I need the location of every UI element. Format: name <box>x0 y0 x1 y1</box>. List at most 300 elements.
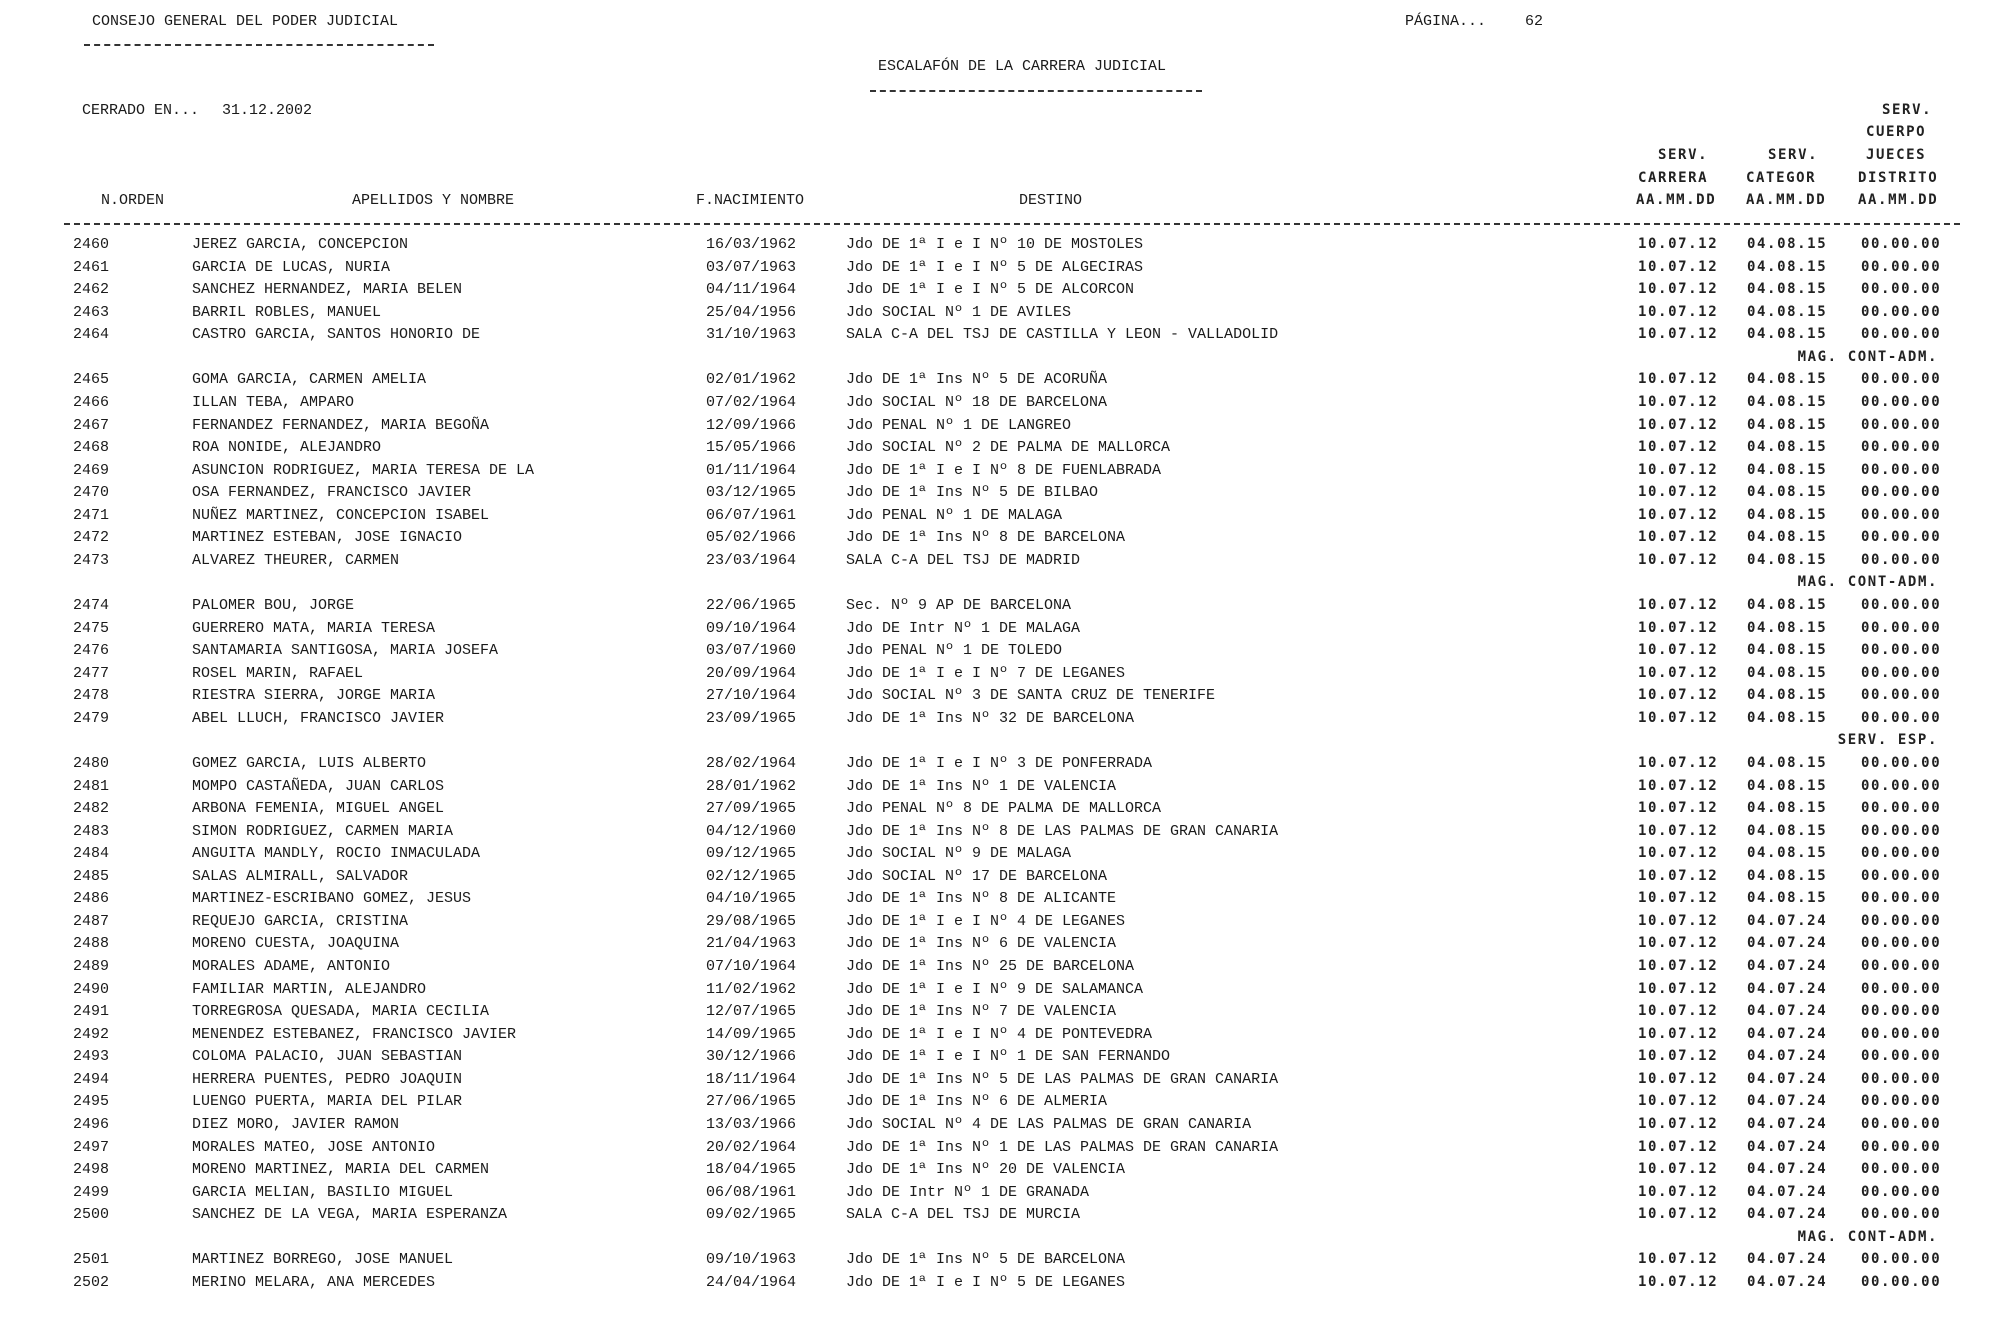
orden-number: 2486 <box>73 890 110 908</box>
orden-number: 2480 <box>73 754 110 772</box>
destination: Jdo PENAL Nº 1 DE MALAGA <box>846 506 1063 524</box>
orden-number: 2500 <box>73 1206 110 1224</box>
serv-categor: 04.08.15 <box>1747 416 1828 433</box>
table-row <box>0 913 2000 936</box>
birth-date: 30/12/1966 <box>706 1048 797 1066</box>
full-name: REQUEJO GARCIA, CRISTINA <box>192 912 409 930</box>
orden-number: 2496 <box>73 1115 110 1133</box>
category-note-row <box>0 1229 2000 1252</box>
table-row <box>0 1161 2000 1184</box>
col-header-nombre: APELLIDOS Y NOMBRE <box>352 192 515 209</box>
destination: Jdo DE 1ª I e I Nº 1 DE SAN FERNANDO <box>846 1048 1171 1066</box>
serv-distrito: 00.00.00 <box>1861 1025 1942 1042</box>
destination: Jdo DE 1ª Ins Nº 8 DE LAS PALMAS DE GRAN CANARIA <box>846 822 1279 840</box>
table-row <box>0 484 2000 507</box>
destination: Jdo DE 1ª I e I Nº 5 DE ALGECIRAS <box>846 258 1144 276</box>
destination: Jdo PENAL Nº 8 DE PALMA DE MALLORCA <box>846 800 1162 818</box>
destination: Jdo DE 1ª Ins Nº 8 DE BARCELONA <box>846 529 1126 547</box>
table-row <box>0 304 2000 327</box>
full-name: MORENO MARTINEZ, MARIA DEL CARMEN <box>192 1161 490 1179</box>
serv-distrito: 00.00.00 <box>1861 619 1942 636</box>
destination: Jdo DE 1ª Ins Nº 1 DE LAS PALMAS DE GRAN CANARIA <box>846 1138 1279 1156</box>
category-note: MAG. CONT-ADM. <box>1797 574 1938 591</box>
birth-date: 13/03/1966 <box>706 1115 797 1133</box>
serv-carrera: 10.07.12 <box>1638 326 1719 343</box>
birth-date: 14/09/1965 <box>706 1025 797 1043</box>
orden-number: 2473 <box>73 551 110 569</box>
destination: Jdo DE 1ª Ins Nº 6 DE ALMERIA <box>846 1093 1108 1111</box>
escalafon-table <box>0 236 2000 1296</box>
serv-categor: 04.08.15 <box>1747 597 1828 613</box>
serv-carrera: 10.07.12 <box>1638 912 1719 929</box>
serv-distrito: 00.00.00 <box>1861 1138 1942 1155</box>
orden-number: 2464 <box>73 326 110 344</box>
birth-date: 12/07/1965 <box>706 1003 797 1021</box>
closed-date: 31.12.2002 <box>222 102 313 119</box>
serv-distrito: 00.00.00 <box>1861 439 1942 456</box>
serv-categor: 04.08.15 <box>1747 890 1828 907</box>
serv-carrera: 10.07.12 <box>1638 484 1719 501</box>
category-note: SERV. ESP. <box>1837 732 1938 749</box>
serv-distrito: 00.00.00 <box>1861 958 1942 974</box>
table-row <box>0 529 2000 552</box>
serv-categor: 04.08.15 <box>1747 236 1828 252</box>
page-number: 62 <box>1525 13 1544 30</box>
full-name: FERNANDEZ FERNANDEZ, MARIA BEGOÑA <box>192 416 490 434</box>
serv-carrera: 10.07.12 <box>1638 890 1719 907</box>
category-note-row <box>0 349 2000 372</box>
serv-carrera: 10.07.12 <box>1638 1003 1719 1020</box>
destination: Jdo SOCIAL Nº 2 DE PALMA DE MALLORCA <box>846 439 1171 457</box>
serv-distrito: 00.00.00 <box>1861 461 1942 478</box>
birth-date: 29/08/1965 <box>706 912 797 930</box>
serv-categor: 04.08.15 <box>1747 371 1828 388</box>
orden-number: 2462 <box>73 281 110 299</box>
full-name: ARBONA FEMENIA, MIGUEL ANGEL <box>192 800 445 818</box>
serv-distrito: 00.00.00 <box>1861 845 1942 862</box>
table-row <box>0 1003 2000 1026</box>
table-row <box>0 1251 2000 1274</box>
destination: Jdo DE 1ª Ins Nº 5 DE BARCELONA <box>846 1251 1126 1269</box>
serv-distrito: 00.00.00 <box>1861 1251 1942 1268</box>
destination: Jdo DE Intr Nº 1 DE GRANADA <box>846 1183 1090 1201</box>
table-row <box>0 462 2000 485</box>
destination: Jdo PENAL Nº 1 DE TOLEDO <box>846 642 1063 660</box>
serv-categor: 04.07.24 <box>1747 1206 1828 1223</box>
birth-date: 07/10/1964 <box>706 958 797 975</box>
serv-categor: 04.08.15 <box>1747 664 1828 681</box>
serv-distrito: 00.00.00 <box>1861 484 1942 501</box>
destination: Sec. Nº 9 AP DE BARCELONA <box>846 597 1072 614</box>
serv-distrito: 00.00.00 <box>1861 303 1942 320</box>
full-name: ASUNCION RODRIGUEZ, MARIA TERESA DE LA <box>192 461 535 479</box>
serv-categor: 04.07.24 <box>1747 1070 1828 1087</box>
birth-date: 12/09/1966 <box>706 416 797 434</box>
serv-distrito: 00.00.00 <box>1861 777 1942 794</box>
orden-number: 2493 <box>73 1048 110 1066</box>
organization-name: CONSEJO GENERAL DEL PODER JUDICIAL <box>92 13 399 30</box>
serv-carrera: 10.07.12 <box>1638 529 1719 546</box>
destination: Jdo PENAL Nº 1 DE LANGREO <box>846 416 1072 434</box>
orden-number: 2501 <box>73 1251 110 1269</box>
serv-carrera: 10.07.12 <box>1638 439 1719 456</box>
birth-date: 28/02/1964 <box>706 754 797 772</box>
serv-carrera: 10.07.12 <box>1638 551 1719 568</box>
serv-categor: 04.07.24 <box>1747 1025 1828 1042</box>
col-header-categor-2: CATEGOR <box>1746 170 1817 186</box>
birth-date: 03/07/1963 <box>706 258 797 276</box>
destination: Jdo SOCIAL Nº 9 DE MALAGA <box>846 845 1072 863</box>
serv-carrera: 10.07.12 <box>1638 800 1719 817</box>
serv-carrera: 10.07.12 <box>1638 1093 1719 1110</box>
full-name: COLOMA PALACIO, JUAN SEBASTIAN <box>192 1048 463 1066</box>
birth-date: 06/07/1961 <box>706 506 797 524</box>
col-header-carrera-2: CARRERA <box>1638 170 1709 186</box>
serv-distrito: 00.00.00 <box>1861 1115 1942 1132</box>
category-note-row <box>0 574 2000 597</box>
serv-distrito: 00.00.00 <box>1861 1093 1942 1110</box>
serv-carrera: 10.07.12 <box>1638 822 1719 839</box>
serv-carrera: 10.07.12 <box>1638 1183 1719 1200</box>
birth-date: 15/05/1966 <box>706 439 797 457</box>
serv-distrito: 00.00.00 <box>1861 867 1942 884</box>
destination: Jdo DE 1ª Ins Nº 25 DE BARCELONA <box>846 958 1135 975</box>
col-header-distrito-4: DISTRITO <box>1858 170 1939 186</box>
birth-date: 11/02/1962 <box>706 980 797 998</box>
serv-distrito: 00.00.00 <box>1861 371 1942 388</box>
destination: Jdo DE 1ª Ins Nº 5 DE BILBAO <box>846 484 1099 502</box>
serv-distrito: 00.00.00 <box>1861 416 1942 433</box>
serv-categor: 04.07.24 <box>1747 1251 1828 1268</box>
birth-date: 05/02/1966 <box>706 529 797 547</box>
serv-distrito: 00.00.00 <box>1861 258 1942 275</box>
serv-categor: 04.07.24 <box>1747 980 1828 997</box>
table-row <box>0 1093 2000 1116</box>
birth-date: 22/06/1965 <box>706 597 797 614</box>
serv-carrera: 10.07.12 <box>1638 1251 1719 1268</box>
full-name: MERINO MELARA, ANA MERCEDES <box>192 1273 436 1291</box>
orden-number: 2490 <box>73 980 110 998</box>
serv-carrera: 10.07.12 <box>1638 393 1719 410</box>
serv-categor: 04.07.24 <box>1747 1003 1828 1020</box>
full-name: NUÑEZ MARTINEZ, CONCEPCION ISABEL <box>192 506 490 524</box>
birth-date: 09/10/1964 <box>706 619 797 637</box>
destination: Jdo DE 1ª Ins Nº 5 DE ACORUÑA <box>846 371 1108 389</box>
serv-distrito: 00.00.00 <box>1861 1003 1942 1020</box>
full-name: SANCHEZ HERNANDEZ, MARIA BELEN <box>192 281 463 299</box>
destination: Jdo DE 1ª Ins Nº 7 DE VALENCIA <box>846 1003 1117 1021</box>
table-row <box>0 1071 2000 1094</box>
col-header-orden: N.ORDEN <box>101 192 165 209</box>
orden-number: 2476 <box>73 642 110 660</box>
table-row <box>0 1184 2000 1207</box>
col-header-nacimiento: F.NACIMIENTO <box>696 192 805 209</box>
table-row <box>0 552 2000 575</box>
destination: SALA C-A DEL TSJ DE MURCIA <box>846 1206 1081 1224</box>
full-name: DIEZ MORO, JAVIER RAMON <box>192 1115 400 1133</box>
serv-categor: 04.08.15 <box>1747 529 1828 546</box>
orden-number: 2471 <box>73 506 110 524</box>
col-header-categor-3: AA.MM.DD <box>1746 192 1827 208</box>
serv-distrito: 00.00.00 <box>1861 822 1942 839</box>
full-name: HERRERA PUENTES, PEDRO JOAQUIN <box>192 1070 463 1088</box>
table-row <box>0 417 2000 440</box>
table-row <box>0 845 2000 868</box>
serv-distrito: 00.00.00 <box>1861 1161 1942 1178</box>
full-name: JEREZ GARCIA, CONCEPCION <box>192 236 409 253</box>
serv-carrera: 10.07.12 <box>1638 687 1719 704</box>
destination: Jdo DE 1ª Ins Nº 5 DE LAS PALMAS DE GRAN CANARIA <box>846 1070 1279 1088</box>
col-header-distrito-5: AA.MM.DD <box>1858 192 1939 208</box>
table-row <box>0 890 2000 913</box>
serv-distrito: 00.00.00 <box>1861 393 1942 410</box>
col-header-destino: DESTINO <box>1019 192 1083 209</box>
serv-carrera: 10.07.12 <box>1638 1138 1719 1155</box>
orden-number: 2492 <box>73 1025 110 1043</box>
orden-number: 2488 <box>73 935 110 953</box>
serv-categor: 04.07.24 <box>1747 1138 1828 1155</box>
col-header-distrito-3: JUECES <box>1866 147 1927 163</box>
full-name: MORENO CUESTA, JOAQUINA <box>192 935 400 953</box>
birth-date: 24/04/1964 <box>706 1273 797 1291</box>
full-name: GOMEZ GARCIA, LUIS ALBERTO <box>192 754 427 772</box>
full-name: GARCIA DE LUCAS, NURIA <box>192 258 391 276</box>
orden-number: 2465 <box>73 371 110 389</box>
birth-date: 06/08/1961 <box>706 1183 797 1201</box>
destination: Jdo SOCIAL Nº 4 DE LAS PALMAS DE GRAN CANARIA <box>846 1115 1252 1133</box>
orden-number: 2497 <box>73 1138 110 1156</box>
serv-categor: 04.08.15 <box>1747 506 1828 523</box>
serv-categor: 04.07.24 <box>1747 1183 1828 1200</box>
birth-date: 23/09/1965 <box>706 709 797 727</box>
table-row <box>0 823 2000 846</box>
destination: Jdo DE 1ª I e I Nº 5 DE ALCORCON <box>846 281 1135 299</box>
orden-number: 2481 <box>73 777 110 795</box>
birth-date: 23/03/1964 <box>706 551 797 569</box>
orden-number: 2502 <box>73 1273 110 1291</box>
category-note: MAG. CONT-ADM. <box>1797 348 1938 365</box>
serv-distrito: 00.00.00 <box>1861 709 1942 726</box>
table-row <box>0 981 2000 1004</box>
full-name: MORALES ADAME, ANTONIO <box>192 958 391 975</box>
full-name: ROSEL MARIN, RAFAEL <box>192 664 364 682</box>
serv-categor: 04.08.15 <box>1747 393 1828 410</box>
table-row <box>0 935 2000 958</box>
birth-date: 09/02/1965 <box>706 1206 797 1224</box>
serv-categor: 04.08.15 <box>1747 754 1828 771</box>
serv-carrera: 10.07.12 <box>1638 754 1719 771</box>
serv-categor: 04.08.15 <box>1747 709 1828 726</box>
birth-date: 25/04/1956 <box>706 303 797 321</box>
full-name: ABEL LLUCH, FRANCISCO JAVIER <box>192 709 445 727</box>
birth-date: 04/10/1965 <box>706 890 797 908</box>
destination: Jdo DE 1ª I e I Nº 9 DE SALAMANCA <box>846 980 1144 998</box>
birth-date: 16/03/1962 <box>706 236 797 253</box>
birth-date: 01/11/1964 <box>706 461 797 479</box>
serv-carrera: 10.07.12 <box>1638 506 1719 523</box>
serv-distrito: 00.00.00 <box>1861 664 1942 681</box>
serv-categor: 04.07.24 <box>1747 912 1828 929</box>
table-row <box>0 507 2000 530</box>
serv-carrera: 10.07.12 <box>1638 1025 1719 1042</box>
category-note: MAG. CONT-ADM. <box>1797 1228 1938 1245</box>
birth-date: 21/04/1963 <box>706 935 797 953</box>
table-row <box>0 281 2000 304</box>
full-name: OSA FERNANDEZ, FRANCISCO JAVIER <box>192 484 472 502</box>
orden-number: 2477 <box>73 664 110 682</box>
table-row <box>0 710 2000 733</box>
destination: Jdo DE 1ª Ins Nº 6 DE VALENCIA <box>846 935 1117 953</box>
table-row <box>0 755 2000 778</box>
birth-date: 20/09/1964 <box>706 664 797 682</box>
serv-categor: 04.07.24 <box>1747 1048 1828 1065</box>
serv-carrera: 10.07.12 <box>1638 1070 1719 1087</box>
serv-distrito: 00.00.00 <box>1861 890 1942 907</box>
full-name: GOMA GARCIA, CARMEN AMELIA <box>192 371 427 389</box>
header-separator <box>64 223 1960 225</box>
serv-categor: 04.08.15 <box>1747 551 1828 568</box>
serv-distrito: 00.00.00 <box>1861 506 1942 523</box>
full-name: BARRIL ROBLES, MANUEL <box>192 303 382 321</box>
birth-date: 04/12/1960 <box>706 822 797 840</box>
serv-categor: 04.07.24 <box>1747 1273 1828 1290</box>
table-row <box>0 259 2000 282</box>
serv-carrera: 10.07.12 <box>1638 845 1719 862</box>
birth-date: 18/04/1965 <box>706 1161 797 1179</box>
serv-distrito: 00.00.00 <box>1861 1070 1942 1087</box>
destination: Jdo DE 1ª I e I Nº 5 DE LEGANES <box>846 1273 1126 1291</box>
orden-number: 2463 <box>73 303 110 321</box>
serv-categor: 04.08.15 <box>1747 258 1828 275</box>
serv-distrito: 00.00.00 <box>1861 281 1942 298</box>
birth-date: 03/07/1960 <box>706 642 797 660</box>
table-row <box>0 958 2000 981</box>
destination: Jdo DE 1ª I e I Nº 7 DE LEGANES <box>846 664 1126 682</box>
serv-carrera: 10.07.12 <box>1638 619 1719 636</box>
col-header-distrito-1: SERV. <box>1882 102 1933 118</box>
orden-number: 2494 <box>73 1070 110 1088</box>
orden-number: 2472 <box>73 529 110 547</box>
table-row <box>0 439 2000 462</box>
orden-number: 2485 <box>73 867 110 885</box>
serv-carrera: 10.07.12 <box>1638 1048 1719 1065</box>
serv-carrera: 10.07.12 <box>1638 958 1719 974</box>
full-name: CASTRO GARCIA, SANTOS HONORIO DE <box>192 326 481 344</box>
orden-number: 2467 <box>73 416 110 434</box>
birth-date: 27/10/1964 <box>706 687 797 705</box>
serv-categor: 04.08.15 <box>1747 303 1828 320</box>
destination: Jdo DE 1ª Ins Nº 1 DE VALENCIA <box>846 777 1117 795</box>
full-name: RIESTRA SIERRA, JORGE MARIA <box>192 687 436 705</box>
serv-carrera: 10.07.12 <box>1638 1161 1719 1178</box>
table-row <box>0 687 2000 710</box>
title-underline <box>870 90 1202 92</box>
serv-carrera: 10.07.12 <box>1638 371 1719 388</box>
serv-carrera: 10.07.12 <box>1638 461 1719 478</box>
serv-carrera: 10.07.12 <box>1638 416 1719 433</box>
serv-carrera: 10.07.12 <box>1638 1206 1719 1223</box>
destination: Jdo DE 1ª Ins Nº 20 DE VALENCIA <box>846 1161 1126 1179</box>
orden-number: 2461 <box>73 258 110 276</box>
serv-categor: 04.08.15 <box>1747 867 1828 884</box>
serv-distrito: 00.00.00 <box>1861 326 1942 343</box>
serv-carrera: 10.07.12 <box>1638 1273 1719 1290</box>
birth-date: 02/12/1965 <box>706 867 797 885</box>
destination: Jdo DE 1ª I e I Nº 10 DE MOSTOLES <box>846 236 1144 253</box>
serv-distrito: 00.00.00 <box>1861 980 1942 997</box>
category-note-row <box>0 732 2000 755</box>
serv-categor: 04.08.15 <box>1747 800 1828 817</box>
serv-categor: 04.07.24 <box>1747 935 1828 952</box>
serv-categor: 04.07.24 <box>1747 1161 1828 1178</box>
full-name: SANCHEZ DE LA VEGA, MARIA ESPERANZA <box>192 1206 508 1224</box>
table-row <box>0 394 2000 417</box>
orden-number: 2468 <box>73 439 110 457</box>
birth-date: 09/10/1963 <box>706 1251 797 1269</box>
full-name: MARTINEZ BORREGO, JOSE MANUEL <box>192 1251 454 1269</box>
destination: Jdo DE 1ª I e I Nº 8 DE FUENLABRADA <box>846 461 1162 479</box>
full-name: ILLAN TEBA, AMPARO <box>192 393 355 411</box>
destination: Jdo DE 1ª I e I Nº 4 DE LEGANES <box>846 912 1126 930</box>
closed-label: CERRADO EN... <box>82 102 200 119</box>
table-row <box>0 1274 2000 1297</box>
serv-categor: 04.07.24 <box>1747 958 1828 974</box>
birth-date: 31/10/1963 <box>706 326 797 344</box>
serv-categor: 04.08.15 <box>1747 619 1828 636</box>
orden-number: 2469 <box>73 461 110 479</box>
serv-distrito: 00.00.00 <box>1861 642 1942 659</box>
serv-distrito: 00.00.00 <box>1861 236 1942 252</box>
table-row <box>0 326 2000 349</box>
orden-number: 2487 <box>73 912 110 930</box>
table-row <box>0 1206 2000 1229</box>
orden-number: 2474 <box>73 597 110 614</box>
serv-categor: 04.08.15 <box>1747 642 1828 659</box>
serv-carrera: 10.07.12 <box>1638 867 1719 884</box>
page-label: PÁGINA... <box>1405 13 1487 30</box>
table-row <box>0 620 2000 643</box>
full-name: ANGUITA MANDLY, ROCIO INMACULADA <box>192 845 481 863</box>
orden-number: 2499 <box>73 1183 110 1201</box>
full-name: MARTINEZ-ESCRIBANO GOMEZ, JESUS <box>192 890 472 908</box>
orden-number: 2475 <box>73 619 110 637</box>
orden-number: 2470 <box>73 484 110 502</box>
birth-date: 27/09/1965 <box>706 800 797 818</box>
full-name: FAMILIAR MARTIN, ALEJANDRO <box>192 980 427 998</box>
serv-carrera: 10.07.12 <box>1638 935 1719 952</box>
serv-distrito: 00.00.00 <box>1861 529 1942 546</box>
serv-carrera: 10.07.12 <box>1638 642 1719 659</box>
birth-date: 28/01/1962 <box>706 777 797 795</box>
organization-underline <box>84 44 434 46</box>
serv-categor: 04.08.15 <box>1747 687 1828 704</box>
serv-carrera: 10.07.12 <box>1638 236 1719 252</box>
serv-categor: 04.08.15 <box>1747 281 1828 298</box>
col-header-distrito-2: CUERPO <box>1866 124 1927 140</box>
table-row <box>0 778 2000 801</box>
full-name: PALOMER BOU, JORGE <box>192 597 355 614</box>
orden-number: 2484 <box>73 845 110 863</box>
full-name: MORALES MATEO, JOSE ANTONIO <box>192 1138 436 1156</box>
serv-distrito: 00.00.00 <box>1861 687 1942 704</box>
birth-date: 07/02/1964 <box>706 393 797 411</box>
full-name: MARTINEZ ESTEBAN, JOSE IGNACIO <box>192 529 463 547</box>
full-name: LUENGO PUERTA, MARIA DEL PILAR <box>192 1093 463 1111</box>
serv-distrito: 00.00.00 <box>1861 551 1942 568</box>
document-title: ESCALAFÓN DE LA CARRERA JUDICIAL <box>878 58 1167 75</box>
serv-distrito: 00.00.00 <box>1861 1048 1942 1065</box>
serv-categor: 04.08.15 <box>1747 777 1828 794</box>
